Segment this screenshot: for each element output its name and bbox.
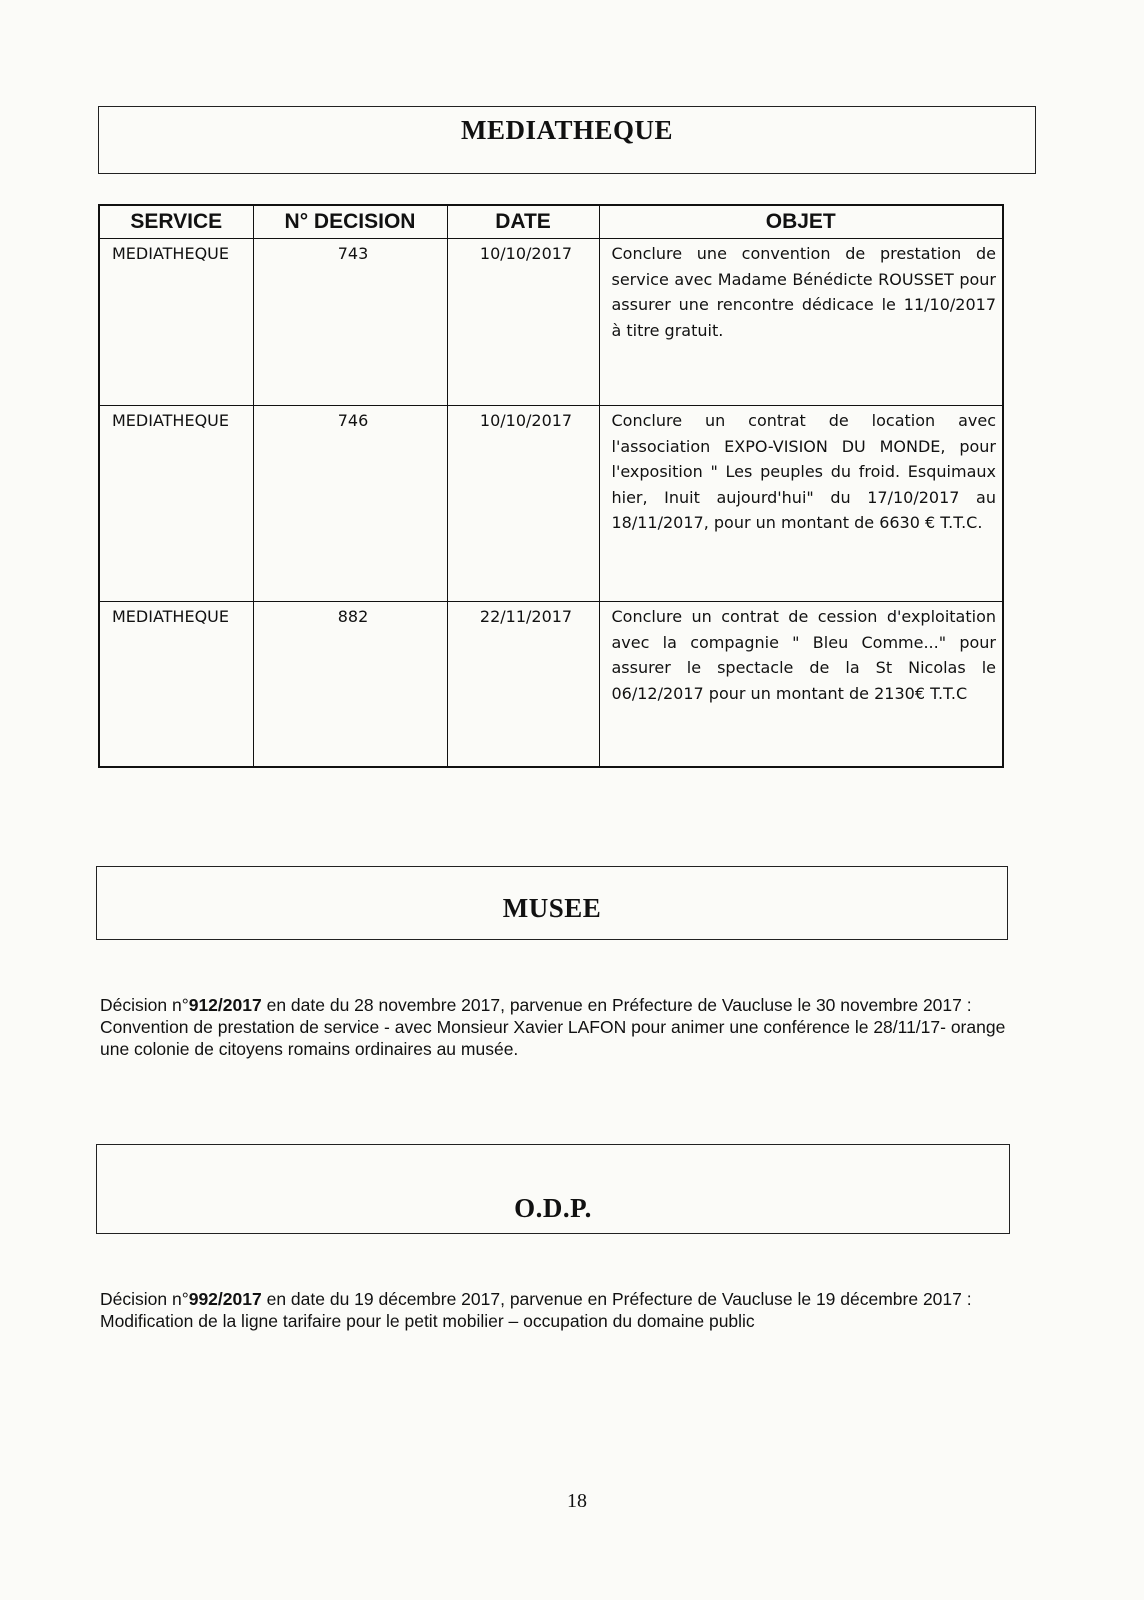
cell-decision-number: 743 [253,239,447,406]
cell-objet: Conclure un contrat de location avec l'association EXPO-VISION DU MONDE, pour l'exposition " Les peuples du froid. Esquimaux hier, Inuit aujourd'hui" du 17/10/2017 au 18/11/2017, pour un montant de 6630 € T.T.C. [599,406,1003,602]
decision-body: Modification de la ligne tarifaire pour le petit mobilier – occupation du domaine public [100,1311,755,1331]
cell-decision-number: 882 [253,602,447,768]
header-decision-number: N° DECISION [253,205,447,239]
decision-prefix: Décision n° [100,995,189,1015]
header-objet: OBJET [599,205,1003,239]
decision-prefix: Décision n° [100,1289,189,1309]
section-header-musee [96,866,1008,940]
table-header-row [99,205,1003,239]
section-header-mediatheque [98,106,1036,174]
cell-date: 10/10/2017 [447,406,599,602]
decision-date-line: en date du 28 novembre 2017, parvenue en Préfecture de Vaucluse le 30 novembre 2017 : [261,995,972,1015]
table-row [99,239,1003,406]
decision-date-line: en date du 19 décembre 2017, parvenue en Préfecture de Vaucluse le 19 décembre 2017 : [261,1289,972,1309]
cell-service: MEDIATHEQUE [99,602,253,768]
cell-date: 10/10/2017 [447,239,599,406]
section-title-musee: MUSEE [502,893,602,923]
cell-service: MEDIATHEQUE [99,406,253,602]
section-header-odp [96,1144,1010,1234]
cell-decision-number: 746 [253,406,447,602]
decision-body: Convention de prestation de service - avec Monsieur Xavier LAFON pour animer une conférence le 28/11/17- orange une colonie de citoyens romains ordinaires au musée. [100,1017,1006,1059]
cell-date: 22/11/2017 [447,602,599,768]
table-row [99,602,1003,768]
table-row [99,406,1003,602]
header-date: DATE [447,205,599,239]
decisions-table [98,204,1004,768]
section-title-odp: O.D.P. [514,1193,592,1223]
cell-objet: Conclure une convention de prestation de service avec Madame Bénédicte ROUSSET pour assurer une rencontre dédicace le 11/10/2017 à titre gratuit. [599,239,1003,406]
cell-objet: Conclure un contrat de cession d'exploitation avec la compagnie " Bleu Comme..." pour assurer le spectacle de la St Nicolas le 06/12/2017 pour un montant de 2130€ T.T.C [599,602,1003,768]
header-service: SERVICE [99,205,253,239]
section-title-mediatheque: MEDIATHEQUE [460,115,674,145]
decision-musee [100,994,1014,1060]
decision-number: 912/2017 [188,995,262,1015]
decision-odp [100,1288,1000,1332]
decision-number: 992/2017 [188,1289,262,1309]
cell-service: MEDIATHEQUE [99,239,253,406]
page-number: 18 [567,1490,587,1512]
